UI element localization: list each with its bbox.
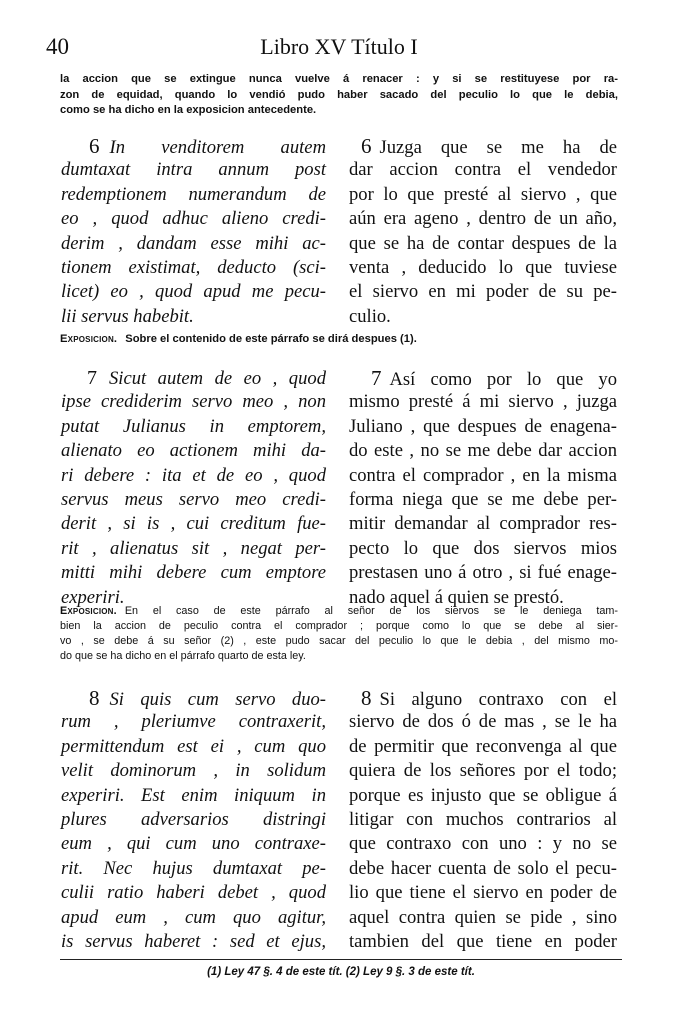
footnote-divider <box>60 959 622 960</box>
spanish-line: forma niega que se me debe per- <box>349 488 617 510</box>
note-line: do que se ha dicho en el párrafo quarto de esta ley. <box>60 650 306 662</box>
spanish-line: que se ha de contar despues de la <box>349 232 617 254</box>
spanish-line: 7 Así como por lo que yo <box>371 366 617 390</box>
spanish-line: pecto lo que dos siervos mios <box>349 537 617 559</box>
section-7-latin <box>61 366 326 610</box>
latin-line: tionem existimat, deducto (sci- <box>61 256 326 278</box>
page-header <box>46 34 632 64</box>
running-head: Libro XV Título I <box>260 34 418 59</box>
spanish-line: lio que tiene el siervo en poder de <box>349 882 617 904</box>
latin-line: licet) eo , quod apud me pecu- <box>61 281 326 303</box>
spanish-line: nado aquel á quien se prestó. <box>349 586 564 608</box>
spanish-line: aún era ageno , dentro de un año, <box>349 208 617 230</box>
note-line: vo , se debe á su señor (2) , este pudo sacar del peculio lo que le debia , del mismo mo- <box>60 635 618 647</box>
spanish-line: Juliano , que despues de enagena- <box>349 415 617 437</box>
note-line: Exposicion. Sobre el contenido de este párrafo se dirá despues (1). <box>60 333 417 345</box>
latin-line: velit dominorum , in solidum <box>61 760 326 782</box>
footnote: (1) Ley 47 §. 4 de este tít. (2) Ley 9 §. 3 de este tít. <box>207 966 475 978</box>
spanish-line: porque es injusto que se obligue á <box>349 784 617 806</box>
latin-line: is servus haberet : sed et ejus, <box>61 930 326 952</box>
latin-line: servus meus servo meo credi- <box>61 488 326 510</box>
latin-line: alienato eo actionem mihi da- <box>61 440 326 462</box>
note-line: bien la accion de peculio contra el comprador ; porque como lo que se debe al sier- <box>60 620 618 632</box>
spanish-line: mismo presté á mi siervo , juzga <box>349 391 617 413</box>
latin-line: rit. Nec hujus dumtaxat pe- <box>61 857 326 879</box>
latin-line: derit , si is , cui creditum fue- <box>61 513 326 535</box>
spanish-line: el siervo en mi poder de su pe- <box>349 281 617 303</box>
latin-line: dumtaxat intra annum post <box>61 159 326 181</box>
exposicion-label: Exposicion. <box>60 333 118 345</box>
paragraph-number: 7 <box>87 367 97 389</box>
latin-line: ri debere : ita et de eo , quod <box>61 464 326 486</box>
exposicion-label: Exposicion. <box>60 605 117 617</box>
paragraph-number: 6 <box>89 134 100 158</box>
latin-line: permittendum est ei , cum quo <box>61 735 326 757</box>
spanish-line: aquel contra quien se pide , sino <box>349 906 617 928</box>
spanish-line: venta , deducido lo que tuviese <box>349 256 617 278</box>
spanish-line: 8 Si alguno contraxo con el <box>361 686 617 710</box>
spanish-line: prestasen uno á otro , si fué enage- <box>349 562 617 584</box>
latin-line: lii servus habebit. <box>61 305 194 327</box>
latin-line: redemptionem numerandum de <box>61 183 326 205</box>
spanish-line: dar accion contra el vendedor <box>349 159 617 181</box>
latin-line: putat Julianus in emptorem, <box>61 415 326 437</box>
spanish-line: mitir demandar al comprador res- <box>349 513 617 535</box>
section-6-latin <box>61 134 326 329</box>
spanish-line: contra el comprador , en la misma <box>349 464 617 486</box>
spanish-line: quiera de los señores por el todo; <box>349 760 617 782</box>
note-line: zon de equidad, quando lo vendió pudo haber sacado del peculio lo que le debia, <box>60 88 618 101</box>
note-line: la accion que se extingue nunca vuelve á renacer : y si se restituyese por ra- <box>60 73 618 85</box>
latin-line: 7 Sicut autem de eo , quod <box>87 367 326 389</box>
latin-line: mitti mihi debere cum emptore <box>61 562 326 584</box>
section-6-spanish <box>349 134 617 329</box>
section-8-spanish <box>349 686 617 954</box>
latin-line: culii ratio haberi debet , quod <box>61 882 326 904</box>
spanish-line: do este , no se me debe dar accion <box>349 440 617 462</box>
latin-line: rum , pleriumve contraxerit, <box>61 711 326 733</box>
spanish-line: por lo que presté al siervo , que <box>349 183 617 205</box>
paragraph-number: 8 <box>89 686 100 710</box>
latin-line: experiri. <box>61 586 125 608</box>
latin-line: 6 In venditorem autem <box>89 134 326 158</box>
spanish-line: que contraxo con uno : y no se <box>349 833 617 855</box>
latin-line: eum , qui cum uno contraxe- <box>61 833 326 855</box>
latin-line: experiri. Est enim iniquum in <box>61 784 326 806</box>
latin-line: eo , quod adhuc alieno credi- <box>61 208 326 230</box>
latin-line: ipse crediderim servo meo , non <box>61 391 326 413</box>
spanish-line: debe hacer cuenta de solo el pecu- <box>349 857 617 879</box>
paragraph-number: 7 <box>371 366 382 390</box>
section-7-spanish <box>349 366 617 610</box>
latin-line: 8 Si quis cum servo duo- <box>89 686 326 710</box>
intro-note <box>60 72 618 119</box>
spanish-line: de permitir que reconvenga al que <box>349 735 617 757</box>
exposicion-6 <box>60 332 618 348</box>
note-line: Exposicion. En el caso de este párrafo al señor de los siervos se le deniega tam- <box>60 605 618 617</box>
spanish-line: tambien del que tiene en poder <box>349 930 617 952</box>
latin-line: derim , dandam esse mihi ac- <box>61 232 326 254</box>
latin-line: rit , alienatus sit , negat per- <box>61 537 326 559</box>
page-number: 40 <box>46 34 69 59</box>
section-8-latin <box>61 686 326 954</box>
spanish-line: litigar con muchos contrarios al <box>349 808 617 830</box>
latin-line: apud eum , cum quo agitur, <box>61 906 326 928</box>
spanish-line: culio. <box>349 305 391 327</box>
exposicion-7 <box>60 604 618 664</box>
paragraph-number: 6 <box>361 134 372 158</box>
note-line: como se ha dicho en la exposicion antecedente. <box>60 104 317 116</box>
paragraph-number: 8 <box>361 686 372 710</box>
spanish-line: siervo de dos ó de mas , se le ha <box>349 711 617 733</box>
latin-line: plures adversarios distringi <box>61 808 326 830</box>
spanish-line: 6 Juzga que se me ha de <box>361 134 617 158</box>
